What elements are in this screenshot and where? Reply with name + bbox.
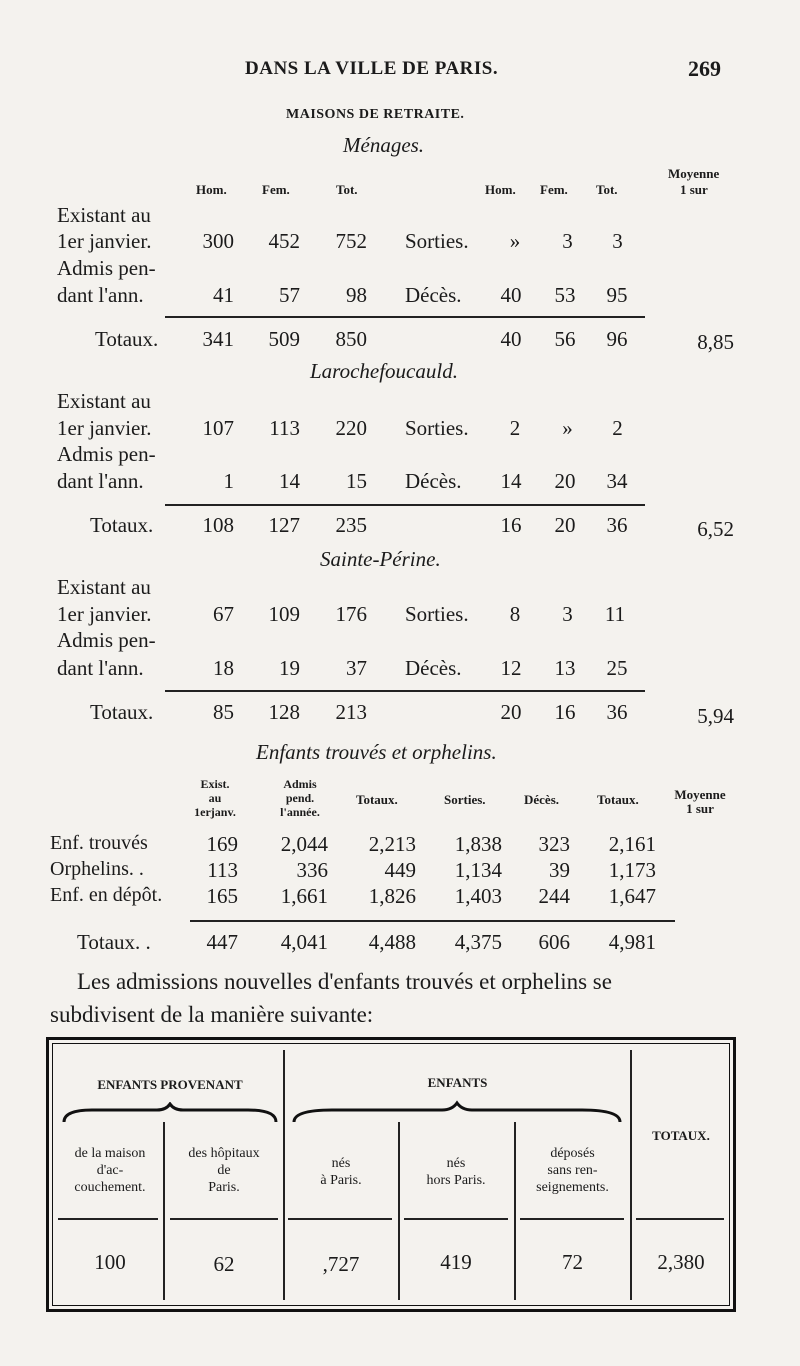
col-head-line: sans ren- <box>547 1163 598 1178</box>
value: » <box>562 416 573 440</box>
value: 1,403 <box>454 884 502 908</box>
group-head-provenant: ENFANTS PROVENANT <box>97 1077 243 1092</box>
value: 20 <box>500 700 522 724</box>
col-head-admis <box>265 777 335 819</box>
label-admis: Admis pen- <box>57 442 156 466</box>
col-head-line: au <box>208 791 222 805</box>
value: 3 <box>612 229 623 253</box>
value: 8 <box>509 602 521 626</box>
col-head-moyenne-sur: 1 sur <box>680 182 708 197</box>
value: 1 <box>223 469 234 493</box>
label-admis: Admis pen- <box>57 256 156 280</box>
col-head-nes-paris <box>285 1155 397 1189</box>
label-sorties: Sorties. <box>405 229 469 253</box>
value: 14 <box>279 469 300 493</box>
value: 34 <box>606 469 628 493</box>
value: 3 <box>562 602 573 626</box>
label-totaux: Totaux. <box>95 327 159 351</box>
col-head-moyenne <box>664 788 736 816</box>
value: 15 <box>346 469 367 493</box>
col-head-tot: Tot. <box>336 182 358 197</box>
col-head-fem-right: Fem. <box>540 182 568 197</box>
col-head-totaux-right: Totaux. <box>597 792 639 807</box>
value: 2,380 <box>657 1250 705 1274</box>
cell-rule <box>520 1218 624 1220</box>
col-head-hom-right: Hom. <box>485 182 516 197</box>
cell-rule <box>288 1218 392 1220</box>
label-janvier: 1er janvier. <box>57 602 152 626</box>
row-label: Enf. trouvés <box>50 832 148 854</box>
label-sorties: Sorties. <box>405 602 469 626</box>
col-head-moyenne: Moyenne <box>668 166 720 181</box>
value: 113 <box>207 858 238 882</box>
label-annee: dant l'ann. <box>57 283 144 307</box>
total-rule <box>165 690 645 692</box>
moyenne-value: 6,52 <box>697 517 734 541</box>
value: 40 <box>500 327 522 351</box>
cell-rule <box>636 1218 724 1220</box>
value: 1,173 <box>608 858 656 882</box>
value: 1,838 <box>454 832 502 856</box>
label-janvier: 1er janvier. <box>57 416 152 440</box>
col-head-line: Admis <box>283 777 317 791</box>
value: 113 <box>269 416 300 440</box>
col-head-line: de <box>217 1163 231 1178</box>
block-title-larochefoucauld: Larochefoucauld. <box>310 359 458 383</box>
value: » <box>509 229 521 253</box>
value: 2 <box>509 416 521 440</box>
value: 447 <box>206 930 238 954</box>
value: 16 <box>500 513 522 537</box>
value: 19 <box>279 656 300 680</box>
value: 419 <box>440 1250 472 1274</box>
value: 109 <box>268 602 300 626</box>
label-existant: Existant au <box>57 389 151 413</box>
col-head-nes-hors-paris <box>400 1155 512 1189</box>
group-head-enfants: ENFANTS <box>427 1075 488 1090</box>
moyenne-value: 5,94 <box>697 704 734 728</box>
value: 37 <box>346 656 367 680</box>
label-deces: Décès. <box>405 656 462 680</box>
value: 4,041 <box>280 930 328 954</box>
value: 12 <box>500 656 522 680</box>
cell-rule <box>170 1218 278 1220</box>
total-rule <box>190 920 675 922</box>
paragraph-line: Les admissions nouvelles d'enfants trouvés et orphelins se <box>77 969 612 994</box>
value: 56 <box>554 327 576 351</box>
label-annee: dant l'ann. <box>57 656 144 680</box>
label-totaux: Totaux. <box>90 513 154 537</box>
value: 14 <box>500 469 522 493</box>
col-head-hom: Hom. <box>196 182 227 197</box>
value: 36 <box>606 513 628 537</box>
block-title-menages: Ménages. <box>343 133 425 157</box>
value: 341 <box>202 327 234 351</box>
col-head-line: couchement. <box>74 1180 146 1195</box>
value: 108 <box>202 513 234 537</box>
value: 16 <box>554 700 576 724</box>
value: 11 <box>604 602 626 626</box>
value: 85 <box>213 700 234 724</box>
col-head-line: déposés <box>550 1146 595 1161</box>
value: 213 <box>335 700 367 724</box>
col-head-line: à Paris. <box>320 1173 362 1188</box>
label-annee: dant l'ann. <box>57 469 144 493</box>
value: 449 <box>384 858 416 882</box>
label-deces: Décès. <box>405 469 462 493</box>
label-totaux: Totaux. <box>90 700 154 724</box>
value: 4,981 <box>608 930 656 954</box>
value: 127 <box>268 513 300 537</box>
col-head-deposes <box>516 1145 629 1196</box>
value: 95 <box>606 283 628 307</box>
value: 96 <box>606 327 628 351</box>
col-head-fem: Fem. <box>262 182 290 197</box>
total-rule <box>165 504 645 506</box>
cell-rule <box>404 1218 508 1220</box>
label-admis: Admis pen- <box>57 628 156 652</box>
col-head-line: hors Paris. <box>426 1173 486 1188</box>
col-head-line: des hôpitaux <box>188 1146 260 1161</box>
value: 41 <box>213 283 234 307</box>
value: 3 <box>562 229 573 253</box>
col-head-line: Moyenne <box>674 787 726 802</box>
value: 57 <box>279 283 300 307</box>
value: 452 <box>268 229 300 253</box>
block-title-sainte-perine: Sainte-Périne. <box>320 547 441 571</box>
col-head-line: l'année. <box>280 805 320 819</box>
value: 752 <box>335 229 367 253</box>
brace-provenant-icon <box>62 1102 278 1126</box>
paragraph-line: subdivisent de la manière suivante: <box>50 1002 374 1027</box>
value: 62 <box>213 1252 235 1276</box>
enfants-title: Enfants trouvés et orphelins. <box>256 740 497 764</box>
value: 169 <box>206 832 238 856</box>
label-existant: Existant au <box>57 575 151 599</box>
value: 18 <box>213 656 234 680</box>
page-number: 269 <box>688 56 721 81</box>
col-head-line: nés <box>331 1156 351 1171</box>
label-existant: Existant au <box>57 203 151 227</box>
value: 4,488 <box>368 930 416 954</box>
col-head-line: seignements. <box>536 1180 609 1195</box>
value: 20 <box>554 513 576 537</box>
row-label: Enf. en dépôt. <box>50 884 163 906</box>
col-head-totaux: TOTAUX. <box>652 1128 710 1143</box>
col-head-line: 1erjanv. <box>194 805 236 819</box>
label-sorties: Sorties. <box>405 416 469 440</box>
col-head-sorties: Sorties. <box>444 792 486 807</box>
col-head-maison <box>58 1145 162 1196</box>
label-janvier: 1er janvier. <box>57 229 152 253</box>
value: 4,375 <box>454 930 502 954</box>
col-head-line: Exist. <box>200 777 230 791</box>
label-deces: Décès. <box>405 283 462 307</box>
col-head-line: 1 sur <box>686 801 714 816</box>
value: 1,134 <box>454 858 502 882</box>
value: 606 <box>538 930 570 954</box>
row-label: Orphelins. . <box>50 858 144 880</box>
value: 2,161 <box>608 832 656 856</box>
col-head-exist <box>190 777 240 819</box>
value: 165 <box>206 884 238 908</box>
table-divider <box>163 1122 165 1300</box>
value: 72 <box>562 1250 583 1274</box>
col-head-deces: Décès. <box>524 792 560 807</box>
value: 235 <box>335 513 367 537</box>
moyenne-value: 8,85 <box>697 330 734 354</box>
col-head-line: nés <box>446 1156 466 1171</box>
value: 13 <box>554 656 576 680</box>
value: 98 <box>346 283 367 307</box>
col-head-hopitaux <box>166 1145 282 1196</box>
value: ,727 <box>322 1252 360 1276</box>
value: 336 <box>296 858 328 882</box>
value: 1,661 <box>280 884 328 908</box>
value: 100 <box>94 1250 126 1274</box>
col-head-line: de la maison <box>74 1146 146 1161</box>
total-rule <box>165 316 645 318</box>
col-head-totaux: Totaux. <box>356 792 398 807</box>
value: 850 <box>335 327 367 351</box>
value: 244 <box>538 884 570 908</box>
value: 25 <box>606 656 628 680</box>
col-head-line: pend. <box>285 791 315 805</box>
value: 300 <box>202 229 234 253</box>
value: 39 <box>549 858 570 882</box>
value: 2,213 <box>368 832 416 856</box>
value: 2 <box>612 416 623 440</box>
value: 53 <box>554 283 576 307</box>
cell-rule <box>58 1218 158 1220</box>
value: 128 <box>268 700 300 724</box>
value: 40 <box>500 283 522 307</box>
value: 1,826 <box>368 884 416 908</box>
col-head-tot-right: Tot. <box>596 182 618 197</box>
col-head-line: d'ac- <box>96 1163 124 1178</box>
value: 2,044 <box>280 832 328 856</box>
col-head-line: Paris. <box>208 1180 240 1195</box>
value: 176 <box>335 602 367 626</box>
running-header: DANS LA VILLE DE PARIS. <box>245 58 499 79</box>
value: 67 <box>213 602 234 626</box>
value: 1,647 <box>608 884 656 908</box>
value: 36 <box>606 700 628 724</box>
value: 107 <box>202 416 234 440</box>
value: 323 <box>538 832 570 856</box>
brace-enfants-icon <box>292 1100 622 1126</box>
value: 20 <box>554 469 576 493</box>
value: 509 <box>268 327 300 351</box>
value: 220 <box>335 416 367 440</box>
section-title: MAISONS DE RETRAITE. <box>286 107 465 122</box>
label-totaux: Totaux. . <box>77 930 151 954</box>
